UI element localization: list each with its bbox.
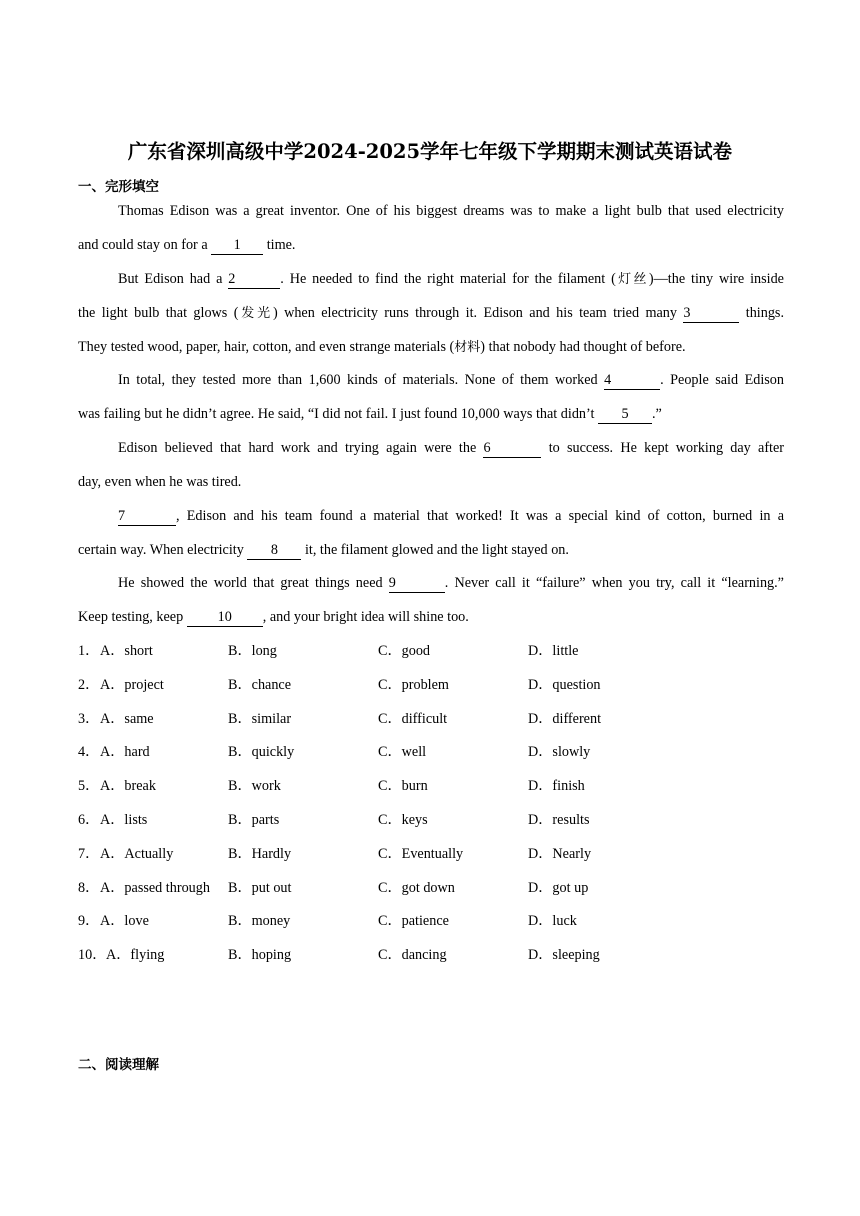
text-line	[78, 331, 784, 365]
option-d: D．sleeping	[528, 947, 600, 964]
blank-8: 8	[247, 543, 301, 560]
answer-options	[78, 636, 784, 974]
question-number: 8．	[78, 879, 100, 896]
text-segment: the light bulb that glows (	[78, 304, 239, 321]
option-row-4	[78, 737, 784, 771]
text-segment: 材料	[454, 339, 481, 355]
blank-6: 6	[483, 441, 541, 458]
option-b: B．quickly	[228, 744, 295, 761]
text-segment: . Never call it “failure” when you try, call it “learning.”	[444, 575, 784, 591]
option-row-10	[78, 940, 784, 974]
text-segment: )—the tiny wire inside	[648, 271, 784, 287]
text-line	[78, 263, 784, 297]
question-number: 1．	[78, 643, 100, 659]
question-number: 2．	[78, 676, 100, 693]
blank-1: 1	[211, 238, 263, 255]
question-number: 9．	[78, 913, 100, 930]
text-segment: certain way. When electricity	[78, 541, 248, 558]
option-b: B．money	[228, 913, 291, 930]
text-segment: . People said Edison	[660, 372, 784, 388]
text-segment: . He needed to find the right material for the filament (	[280, 271, 616, 287]
option-d: D．slowly	[528, 744, 591, 761]
option-a: A．lists	[100, 811, 148, 828]
text-segment: and could stay on for a	[78, 236, 212, 253]
text-segment: was failing but he didn’t agree. He said, “I did not fail. I just found 10,000 ways that didn’t	[78, 405, 598, 422]
option-c: C．dancing	[378, 947, 447, 964]
blank-7: 7	[118, 509, 176, 526]
option-a: A．short	[100, 643, 153, 659]
option-b: B．work	[228, 778, 281, 795]
cloze-paragraph-2	[78, 263, 784, 364]
cloze-paragraph-4	[78, 432, 784, 500]
option-row-9	[78, 906, 784, 940]
option-a: A．break	[100, 778, 156, 795]
option-c: C．good	[378, 643, 431, 659]
question-number: 3．	[78, 710, 100, 727]
option-row-8	[78, 873, 784, 907]
option-row-5	[78, 771, 784, 805]
text-line	[78, 500, 784, 534]
option-a: A．Actually	[100, 845, 174, 862]
blank-5: 5	[598, 407, 652, 424]
section-heading-cloze: 一、完形填空	[78, 179, 159, 195]
text-line	[78, 534, 784, 568]
option-row-7	[78, 839, 784, 873]
option-c: C．difficult	[378, 710, 448, 727]
option-d: D．different	[528, 710, 602, 727]
option-b: B．similar	[228, 710, 292, 727]
cloze-paragraph-1	[78, 195, 784, 263]
option-b: B．long	[228, 643, 277, 659]
text-line	[78, 364, 784, 398]
cloze-paragraph-6	[78, 567, 784, 635]
option-b: B．parts	[228, 811, 280, 828]
text-line	[78, 398, 784, 432]
section-heading-reading: 二、阅读理解	[78, 1057, 159, 1073]
blank-9: 9	[389, 576, 445, 593]
text-segment: Edison believed that hard work and trying again were the	[118, 440, 484, 456]
text-segment: 灯丝	[615, 272, 649, 287]
option-c: C．well	[378, 744, 427, 761]
option-a: A．same	[100, 710, 154, 727]
option-row-1	[78, 636, 784, 670]
option-a: A．project	[100, 676, 164, 693]
option-d: D．luck	[528, 913, 577, 930]
option-a: A．love	[100, 913, 149, 930]
text-line: day, even when he was tired.	[78, 473, 242, 490]
text-line: Thomas Edison was a great inventor. One of his biggest dreams was to make a light bulb that used electricity	[118, 203, 784, 219]
text-segment: They tested wood, paper, hair, cotton, and even strange materials (	[78, 338, 455, 355]
option-a: A．hard	[100, 744, 150, 761]
cloze-paragraph-5	[78, 500, 784, 568]
text-line	[78, 229, 784, 263]
blank-4: 4	[604, 373, 660, 390]
text-segment: to success. He kept working day after	[541, 440, 784, 456]
question-number: 5．	[78, 778, 100, 795]
text-segment: 发光	[238, 305, 273, 321]
option-row-3	[78, 704, 784, 738]
cloze-paragraph-3	[78, 364, 784, 432]
text-segment: it, the filament glowed and the light stayed on.	[301, 541, 569, 558]
text-segment: Keep testing, keep	[78, 608, 187, 625]
text-segment: time.	[263, 236, 296, 253]
option-a: A．flying	[106, 947, 165, 964]
option-row-6	[78, 805, 784, 839]
text-segment: things.	[739, 304, 784, 321]
text-segment: , Edison and his team found a material that worked! It was a special kind of cotton, burned in a	[176, 508, 784, 524]
option-c: C．Eventually	[378, 845, 464, 862]
option-c: C．problem	[378, 676, 449, 693]
text-line	[78, 567, 784, 601]
question-number: 6．	[78, 811, 100, 828]
text-segment: ) that nobody had thought of before.	[480, 338, 686, 355]
text-line	[78, 432, 784, 466]
option-c: C．keys	[378, 811, 428, 828]
option-c: C．burn	[378, 778, 428, 795]
option-b: B．put out	[228, 879, 292, 896]
option-c: C．patience	[378, 913, 449, 930]
question-number: 4．	[78, 744, 100, 761]
blank-10: 10	[187, 610, 263, 627]
option-d: D．results	[528, 811, 590, 828]
blank-3: 3	[683, 306, 739, 323]
option-b: B．hoping	[228, 947, 292, 964]
option-b: B．Hardly	[228, 845, 292, 862]
text-segment: He showed the world that great things need	[118, 575, 389, 591]
option-b: B．chance	[228, 676, 292, 693]
option-d: D．question	[528, 676, 601, 693]
page-title: 广东省深圳高级中学2024-2025学年七年级下学期期末测试英语试卷	[127, 140, 733, 163]
option-c: C．got down	[378, 879, 455, 896]
question-number: 7．	[78, 845, 100, 862]
text-segment: ) when electricity runs through it. Edison and his team tried many	[272, 304, 684, 321]
text-line	[78, 601, 784, 635]
text-segment: , and your bright idea will shine too.	[262, 608, 469, 625]
text-segment: But Edison had a	[118, 271, 229, 287]
text-line	[78, 297, 784, 331]
text-segment: In total, they tested more than 1,600 kinds of materials. None of them worked	[118, 372, 605, 388]
option-row-2	[78, 670, 784, 704]
blank-2: 2	[228, 272, 280, 289]
question-number: 10．	[78, 947, 107, 964]
option-d: D．got up	[528, 879, 589, 896]
option-d: D．little	[528, 643, 579, 659]
text-segment: .”	[651, 405, 662, 422]
option-a: A．passed through	[100, 879, 210, 896]
option-d: D．finish	[528, 778, 585, 795]
option-d: D．Nearly	[528, 845, 592, 862]
